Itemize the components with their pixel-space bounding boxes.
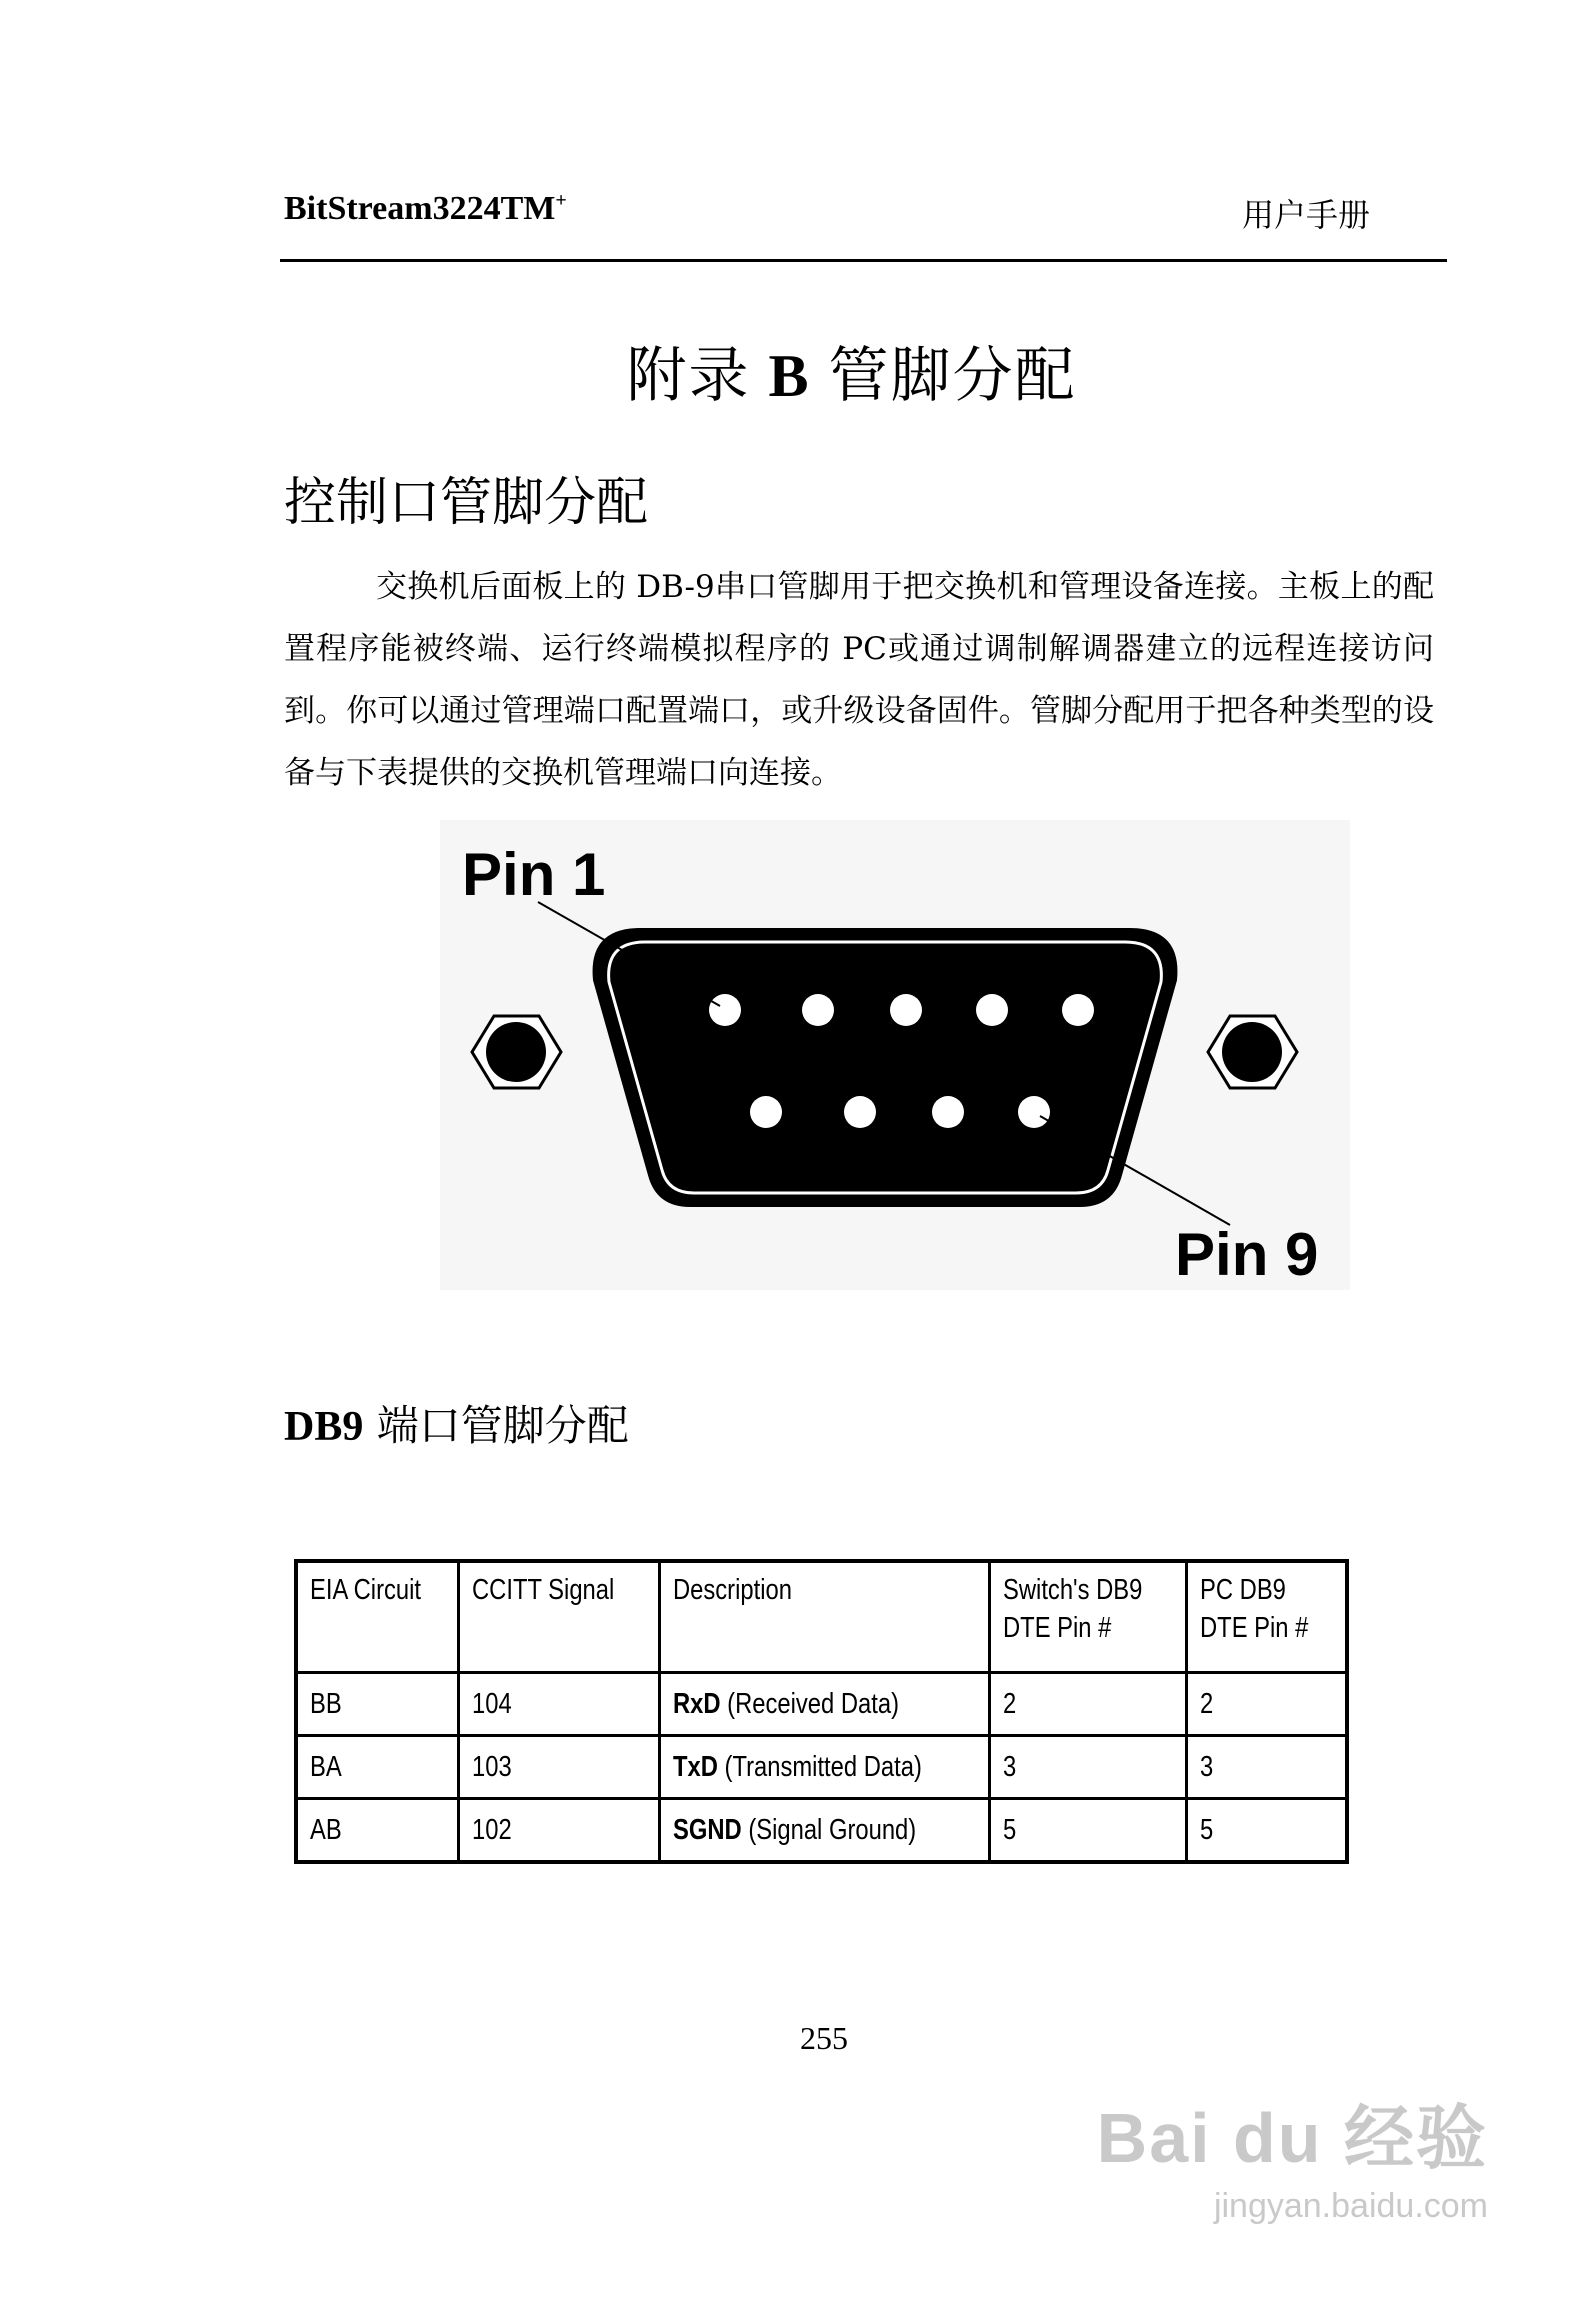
cell-pc-pin: 5 bbox=[1187, 1799, 1347, 1863]
appendix-prefix: 附录 bbox=[626, 341, 751, 411]
cell-ccitt: 104 bbox=[459, 1673, 660, 1736]
table-header-row bbox=[296, 1561, 1347, 1673]
section-title: 控制口管脚分配 bbox=[284, 473, 649, 533]
header-description: Description bbox=[659, 1561, 990, 1673]
watermark-logo: Bai du 经验 bbox=[1096, 2099, 1488, 2177]
cell-switch-pin: 2 bbox=[990, 1673, 1187, 1736]
header-manual-title: 用户手册 bbox=[1241, 196, 1370, 234]
cell-eia: BB bbox=[296, 1673, 459, 1736]
cell-description: TxD (Transmitted Data) bbox=[659, 1736, 990, 1799]
subsection-title bbox=[284, 1393, 629, 1453]
pin-6 bbox=[750, 1096, 782, 1128]
table-row bbox=[296, 1673, 1347, 1736]
cell-pc-pin: 2 bbox=[1187, 1673, 1347, 1736]
appendix-letter: B bbox=[768, 343, 811, 409]
pin-5 bbox=[1062, 994, 1094, 1026]
appendix-title bbox=[0, 328, 1588, 414]
cell-description: RxD (Received Data) bbox=[659, 1673, 990, 1736]
pin1-label: Pin 1 bbox=[462, 841, 606, 908]
pin9-label: Pin 9 bbox=[1175, 1221, 1319, 1288]
cell-eia: BA bbox=[296, 1736, 459, 1799]
product-name: BitStream3224TM bbox=[284, 190, 556, 227]
header-ccitt-signal: CCITT Signal bbox=[459, 1561, 660, 1673]
cell-eia: AB bbox=[296, 1799, 459, 1863]
pin-4 bbox=[976, 994, 1008, 1026]
product-superscript: + bbox=[555, 189, 567, 212]
cell-pc-pin: 3 bbox=[1187, 1736, 1347, 1799]
watermark-url: jingyan.baidu.com bbox=[1213, 2187, 1488, 2225]
appendix-name: 管脚分配 bbox=[828, 341, 1077, 411]
cell-description: SGND (Signal Ground) bbox=[659, 1799, 990, 1863]
section-body bbox=[284, 556, 1434, 804]
subsection-title-bold: DB9 bbox=[284, 1404, 364, 1450]
cell-ccitt: 103 bbox=[459, 1736, 660, 1799]
header-product bbox=[284, 190, 567, 228]
cell-switch-pin: 5 bbox=[990, 1799, 1187, 1863]
pin-8 bbox=[932, 1096, 964, 1128]
header-pc-pin: PC DB9 DTE Pin # bbox=[1187, 1561, 1347, 1673]
pin-assignment-table bbox=[294, 1559, 1349, 1864]
page-number: 255 bbox=[800, 2020, 848, 2056]
pin-1 bbox=[709, 994, 741, 1026]
header-eia-circuit: EIA Circuit bbox=[296, 1561, 459, 1673]
pin-2 bbox=[802, 994, 834, 1026]
subsection-title-rest: 端口管脚分配 bbox=[363, 1401, 629, 1450]
connector-inner-outline bbox=[609, 942, 1162, 1193]
cell-ccitt: 102 bbox=[459, 1799, 660, 1863]
header-divider bbox=[280, 259, 1447, 262]
section-paragraph: 交换机后面板上的 DB-9串口管脚用于把交换机和管理设备连接。主板上的配置程序能被终端、运行终端模拟程序的 PC或通过调制解调器建立的远程连接访问到。你可以通过管理端口配置端口，或升级设备固件。管脚分配用于把各种类型的设备与下表提供的交换机管理端口向连接。 bbox=[284, 569, 1434, 791]
pin-7 bbox=[844, 1096, 876, 1128]
cell-switch-pin: 3 bbox=[990, 1736, 1187, 1799]
db9-connector-diagram bbox=[440, 820, 1350, 1290]
baidu-jingyan-watermark bbox=[1088, 2082, 1488, 2282]
header-switch-pin: Switch's DB9 DTE Pin # bbox=[990, 1561, 1187, 1673]
pin-9 bbox=[1018, 1096, 1050, 1128]
pin-3 bbox=[890, 994, 922, 1026]
table-row bbox=[296, 1736, 1347, 1799]
table-row bbox=[296, 1799, 1347, 1863]
